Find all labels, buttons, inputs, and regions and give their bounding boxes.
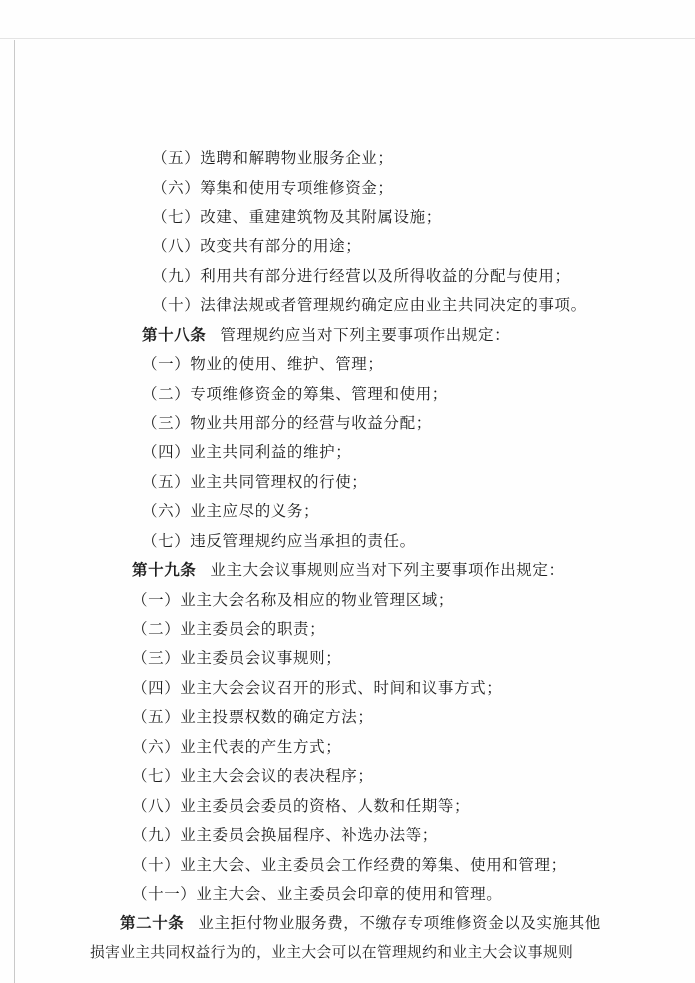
list-item: （六）业主代表的产生方式；	[132, 738, 342, 756]
list-item: （七）改建、重建建筑物及其附属设施；	[152, 208, 442, 226]
list-item: （六）筹集和使用专项维修资金；	[152, 179, 394, 197]
list-item: （三）业主委员会议事规则；	[132, 649, 342, 667]
list-item: （一）物业的使用、维护、管理；	[142, 355, 384, 373]
list-item: （五）业主投票权数的确定方法；	[132, 708, 374, 726]
article-text: 业主拒付物业服务费，不缴存专项维修资金以及实施其他	[198, 914, 601, 932]
list-item: （五）业主共同管理权的行使；	[142, 473, 368, 491]
article-20	[120, 913, 601, 933]
list-item: （三）物业共用部分的经营与收益分配；	[142, 414, 432, 432]
list-item: （五）选聘和解聘物业服务企业；	[152, 149, 394, 167]
scan-left-edge	[14, 40, 15, 983]
scan-top-edge	[0, 38, 695, 39]
list-item: （二）业主委员会的职责；	[132, 620, 326, 638]
list-item: （十一）业主大会、业主委员会印章的使用和管理。	[132, 885, 503, 903]
article-text: 管理规约应当对下列主要事项作出规定：	[220, 326, 511, 344]
list-item: （六）业主应尽的义务；	[142, 502, 320, 520]
list-item: （八）改变共有部分的用途；	[152, 237, 362, 255]
article-18	[142, 325, 510, 345]
list-item: （四）业主共同利益的维护；	[142, 443, 352, 461]
list-item: （七）业主大会会议的表决程序；	[132, 767, 374, 785]
list-item: （十）业主大会、业主委员会工作经费的筹集、使用和管理；	[132, 856, 567, 874]
list-item: （十）法律法规或者管理规约确定应由业主共同决定的事项。	[152, 296, 587, 314]
list-item: （二）专项维修资金的筹集、管理和使用；	[142, 385, 448, 403]
list-item: （一）业主大会名称及相应的物业管理区域；	[132, 591, 455, 609]
list-item: （九）利用共有部分进行经营以及所得收益的分配与使用；	[152, 267, 571, 285]
list-item: （九）业主委员会换届程序、补选办法等；	[132, 826, 438, 844]
article-heading: 第十九条	[132, 560, 197, 579]
paragraph-line: 损害业主共同权益行为的，业主大会可以在管理规约和业主大会议事规则	[90, 944, 574, 961]
article-heading: 第十八条	[142, 325, 207, 344]
list-item: （七）违反管理规约应当承担的责任。	[142, 532, 416, 550]
list-item: （八）业主委员会委员的资格、人数和任期等；	[132, 797, 471, 815]
article-heading: 第二十条	[120, 913, 185, 932]
article-19	[132, 560, 565, 580]
list-item: （四）业主大会会议召开的形式、时间和议事方式；	[132, 679, 503, 697]
article-text: 业主大会议事规则应当对下列主要事项作出规定：	[210, 561, 565, 579]
